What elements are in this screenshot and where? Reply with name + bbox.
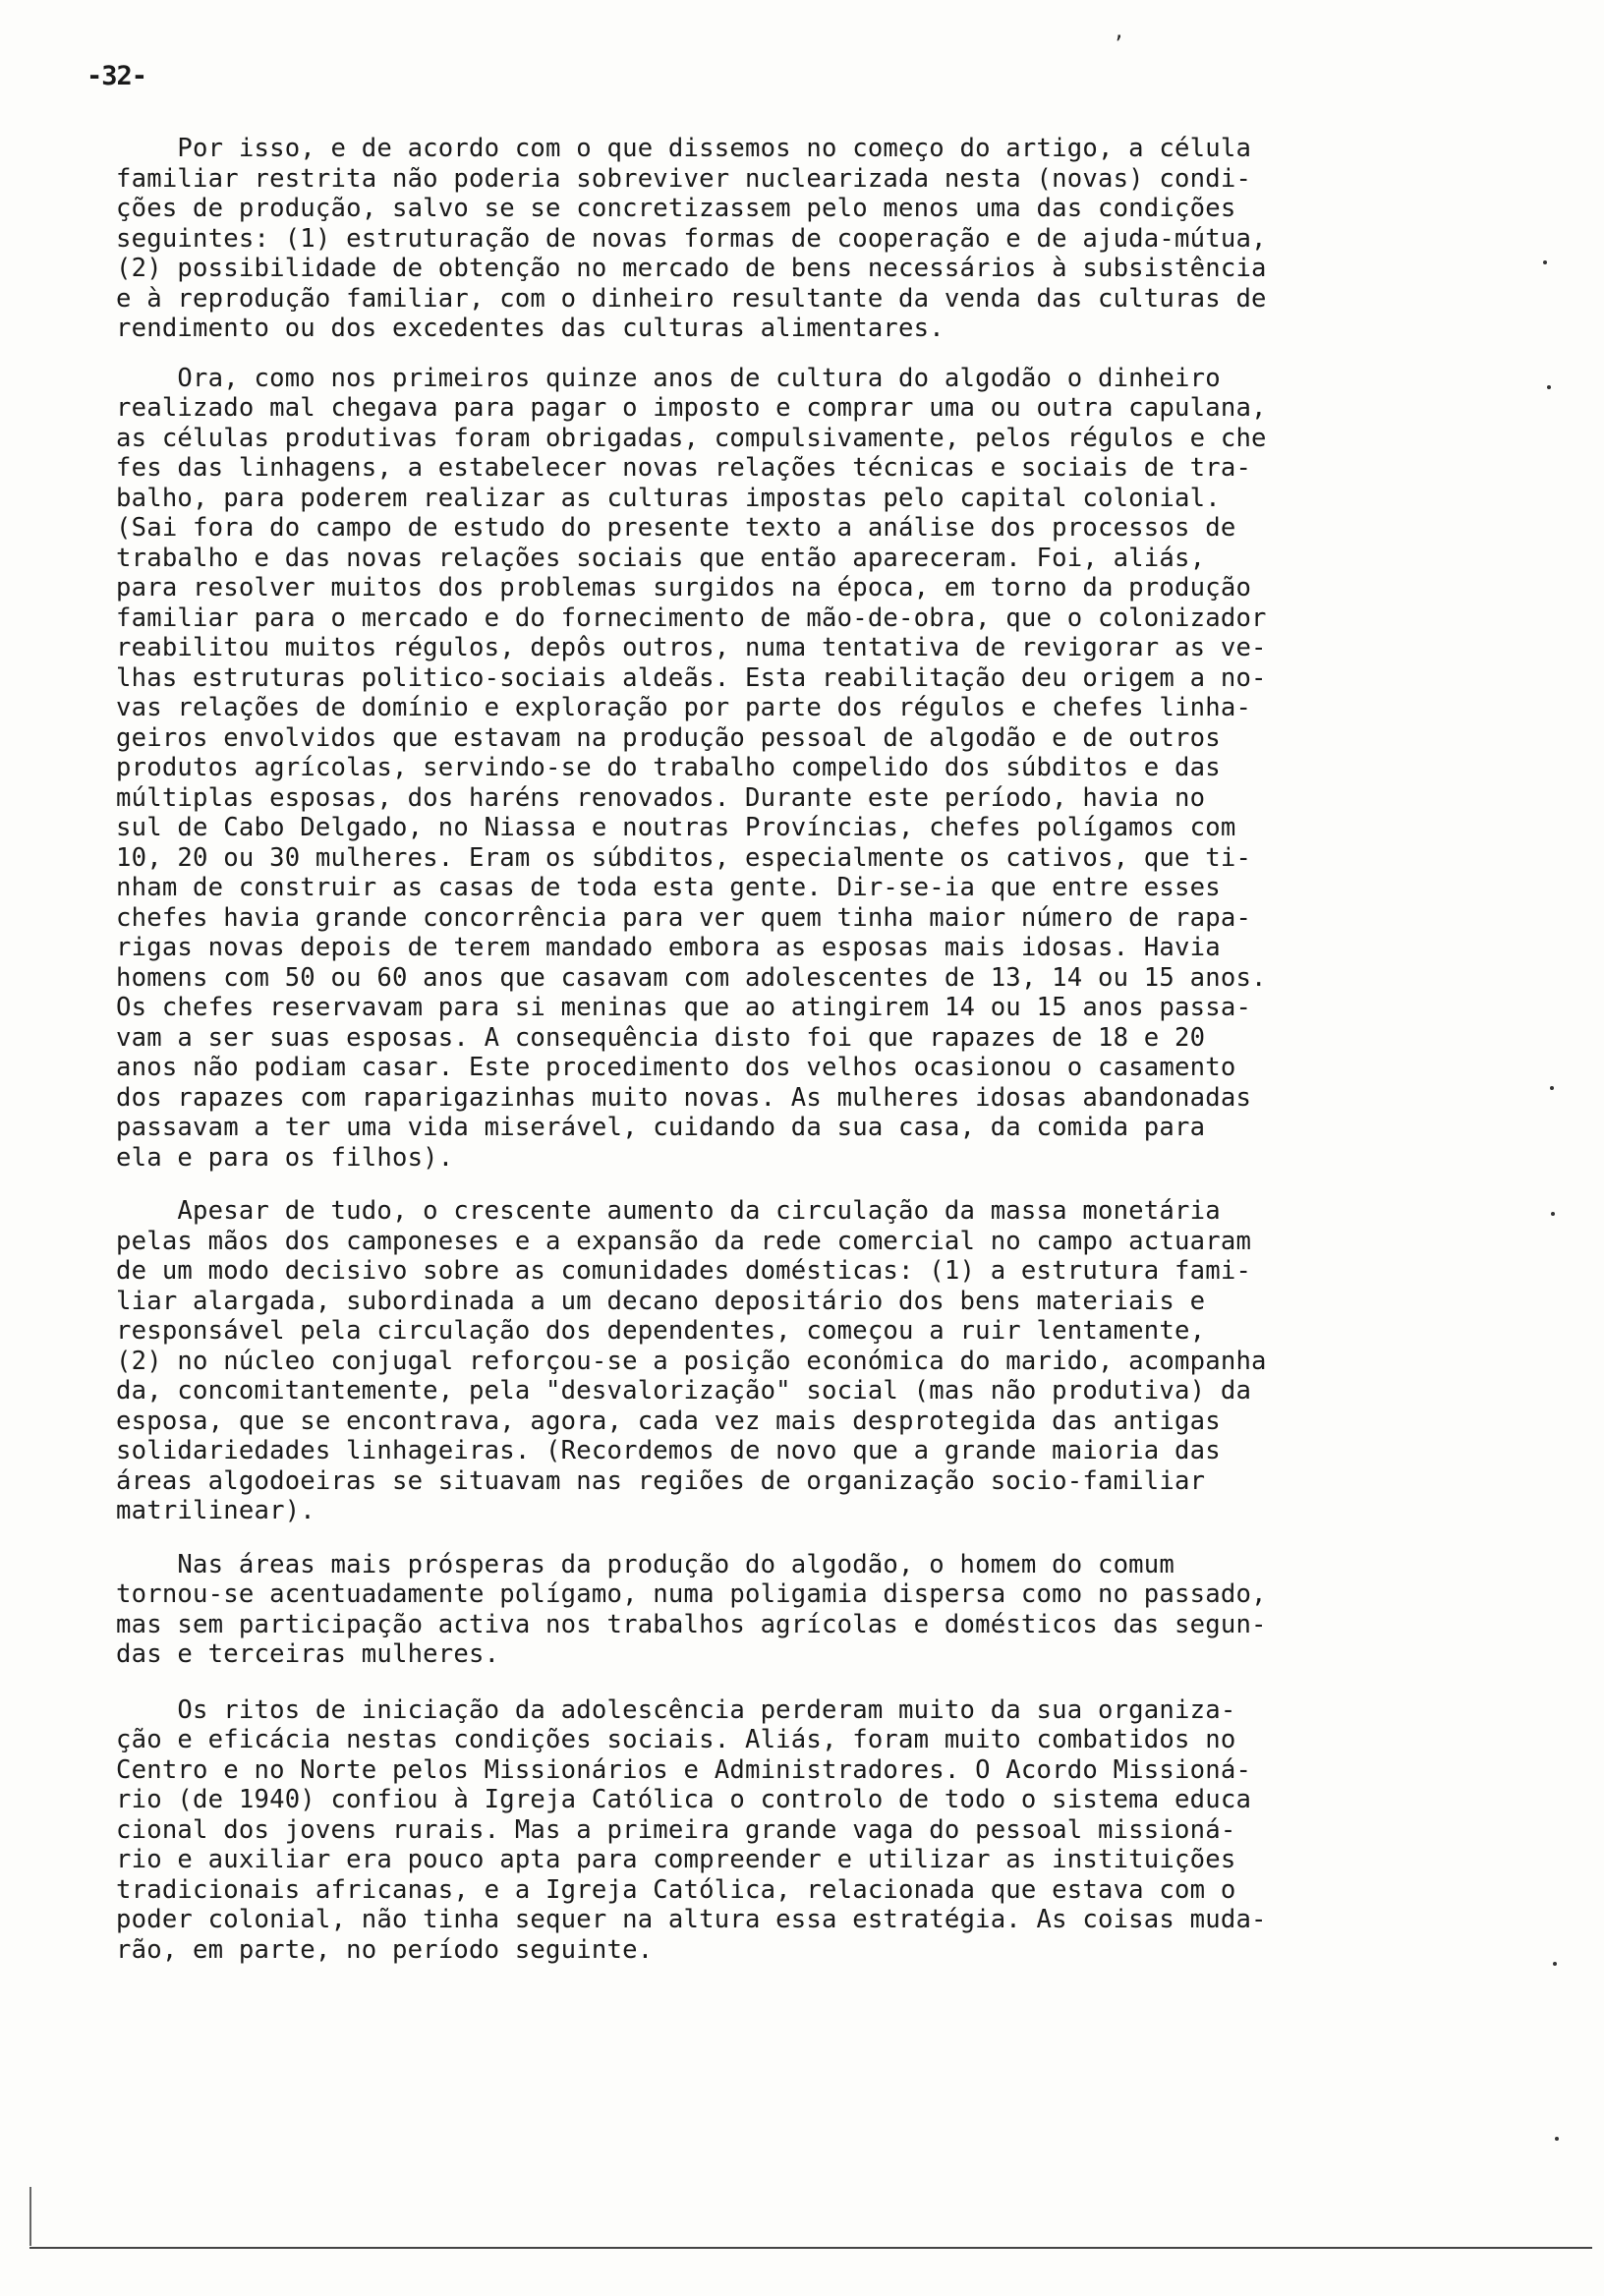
text-line: rão, em parte, no período seguinte. <box>116 1934 654 1965</box>
text-line: homens com 50 ou 60 anos que casavam com adolescentes de 13, 14 ou 15 anos. <box>116 962 1267 993</box>
text-line: mas sem participação activa nos trabalhos agrícolas e domésticos das segun- <box>116 1609 1267 1639</box>
paragraph <box>116 364 1458 1174</box>
text-line: Os ritos de iniciação da adolescência perderam muito da sua organiza- <box>116 1694 1236 1725</box>
text-line: vas relações de domínio e exploração por parte dos régulos e chefes linha- <box>116 693 1252 722</box>
text-line: tradicionais africanas, e a Igreja Católica, relacionada que estava com o <box>116 1874 1236 1905</box>
text-line: nham de construir as casas de toda esta gente. Dir-se-ia que entre esses <box>116 873 1221 902</box>
text-line: (2) possibilidade de obtenção no mercado de bens necessários à subsistência <box>116 254 1267 283</box>
text-line: tornou-se acentuadamente polígamo, numa poligamia dispersa como no passado, <box>116 1579 1267 1609</box>
text-line: dos rapazes com raparigazinhas muito novas. As mulheres idosas abandonadas <box>116 1082 1252 1113</box>
text-line: sul de Cabo Delgado, no Niassa e noutras Províncias, chefes polígamos com <box>116 813 1236 842</box>
text-line: lhas estruturas politico-sociais aldeãs. Esta reabilitação deu origem a no- <box>116 662 1267 693</box>
text-line: poder colonial, não tinha sequer na altura essa estratégia. As coisas muda- <box>116 1905 1267 1934</box>
page-number: -32- <box>86 61 147 91</box>
body-text <box>116 126 1458 1965</box>
text-line: cional dos jovens rurais. Mas a primeira grande vaga do pessoal missioná- <box>116 1814 1236 1845</box>
text-line: familiar restrita não poderia sobreviver nuclearizada nesta (novas) condi- <box>116 163 1252 194</box>
margin-dot <box>1551 1212 1555 1216</box>
text-line: geiros envolvidos que estavam na produção pessoal de algodão e de outros <box>116 722 1221 753</box>
text-line: produtos agrícolas, servindo-se do trabalho compelido dos súbditos e das <box>116 753 1221 782</box>
text-line: de um modo decisivo sobre as comunidades domésticas: (1) a estrutura fami- <box>116 1256 1252 1286</box>
text-line: ções de produção, salvo se se concretizassem pelo menos uma das condições <box>116 194 1236 223</box>
text-line: das e terceiras mulheres. <box>116 1639 500 1669</box>
text-line: pelas mãos dos camponeses e a expansão da rede comercial no campo actuaram <box>116 1226 1252 1256</box>
margin-dot <box>1543 260 1547 264</box>
text-line: seguintes: (1) estruturação de novas formas de cooperação e de ajuda-mútua, <box>116 223 1267 254</box>
bottom-rule <box>29 2247 1592 2249</box>
text-line: ção e eficácia nestas condições sociais. Aliás, foram muito combatidos no <box>116 1725 1236 1754</box>
text-line: e à reprodução familiar, com o dinheiro resultante da venda das culturas de <box>116 283 1267 314</box>
text-line: (2) no núcleo conjugal reforçou-se a posição económica do marido, acompanha <box>116 1346 1267 1376</box>
paragraph <box>116 1550 1458 1670</box>
paragraph <box>116 1695 1458 1966</box>
text-line: vam a ser suas esposas. A consequência disto foi que rapazes de 18 e 20 <box>116 1022 1206 1053</box>
margin-dot <box>1550 1086 1554 1090</box>
text-line: rendimento ou dos excedentes das culturas alimentares. <box>116 314 945 343</box>
text-line: responsável pela circulação dos dependentes, começou a ruir lentamente, <box>116 1316 1206 1346</box>
text-line: as células produtivas foram obrigadas, compulsivamente, pelos régulos e che <box>116 423 1267 453</box>
margin-dot <box>1547 385 1551 389</box>
text-line: esposa, que se encontrava, agora, cada vez mais desprotegida das antigas <box>116 1406 1221 1436</box>
text-line: rio e auxiliar era pouco apta para compreender e utilizar as instituições <box>116 1845 1236 1874</box>
text-line: Por isso, e de acordo com o que dissemos no começo do artigo, a célula <box>116 134 1252 163</box>
scan-edge-line <box>29 2187 31 2246</box>
text-line: balho, para poderem realizar as culturas impostas pelo capital colonial. <box>116 483 1221 513</box>
text-line: chefes havia grande concorrência para ver quem tinha maior número de rapa- <box>116 902 1252 933</box>
text-line: rigas novas depois de terem mandado embora as esposas mais idosas. Havia <box>116 933 1221 962</box>
text-line: liar alargada, subordinada a um decano depositário dos bens materiais e <box>116 1286 1206 1316</box>
text-line: realizado mal chegava para pagar o imposto e comprar uma ou outra capulana, <box>116 393 1267 423</box>
text-line: solidariedades linhageiras. (Recordemos de novo que a grande maioria das <box>116 1436 1221 1465</box>
text-line: trabalho e das novas relações sociais que então apareceram. Foi, aliás, <box>116 543 1206 573</box>
text-line: Nas áreas mais prósperas da produção do algodão, o homem do comum <box>116 1549 1175 1579</box>
text-line: múltiplas esposas, dos haréns renovados. Durante este período, havia no <box>116 782 1206 813</box>
text-line: (Sai fora do campo de estudo do presente texto a análise dos processos de <box>116 513 1236 543</box>
text-line: matrilinear). <box>116 1496 315 1525</box>
text-line: Ora, como nos primeiros quinze anos de cultura do algodão o dinheiro <box>116 363 1221 393</box>
text-line: Apesar de tudo, o crescente aumento da circulação da massa monetária <box>116 1196 1221 1226</box>
margin-dot <box>1553 1962 1557 1966</box>
text-line: familiar para o mercado e do fornecimento de mão-de-obra, que o colonizador <box>116 603 1267 633</box>
paragraph <box>116 1196 1458 1526</box>
text-line: ela e para os filhos). <box>116 1142 454 1173</box>
text-line: Centro e no Norte pelos Missionários e Administradores. O Acordo Missioná- <box>116 1754 1252 1785</box>
text-line: 10, 20 ou 30 mulheres. Eram os súbditos, especialmente os cativos, que ti- <box>116 842 1252 873</box>
text-line: rio (de 1940) confiou à Igreja Católica o controlo de todo o sistema educa <box>116 1785 1252 1814</box>
stray-mark: ’ <box>1113 31 1125 55</box>
text-line: fes das linhagens, a estabelecer novas relações técnicas e sociais de tra- <box>116 453 1252 483</box>
text-line: áreas algodoeiras se situavam nas regiões de organização socio-familiar <box>116 1465 1206 1496</box>
text-line: para resolver muitos dos problemas surgidos na época, em torno da produção <box>116 573 1252 603</box>
text-line: passavam a ter uma vida miserável, cuidando da sua casa, da comida para <box>116 1113 1206 1142</box>
text-line: Os chefes reservavam para si meninas que ao atingirem 14 ou 15 anos passa- <box>116 993 1252 1022</box>
margin-dot <box>1555 2137 1559 2141</box>
text-line: da, concomitantemente, pela "desvalorização" social (mas não produtiva) da <box>116 1376 1252 1406</box>
paragraph <box>116 134 1458 344</box>
text-line: anos não podiam casar. Este procedimento dos velhos ocasionou o casamento <box>116 1053 1236 1082</box>
text-line: reabilitou muitos régulos, depôs outros, numa tentativa de revigorar as ve- <box>116 633 1267 662</box>
